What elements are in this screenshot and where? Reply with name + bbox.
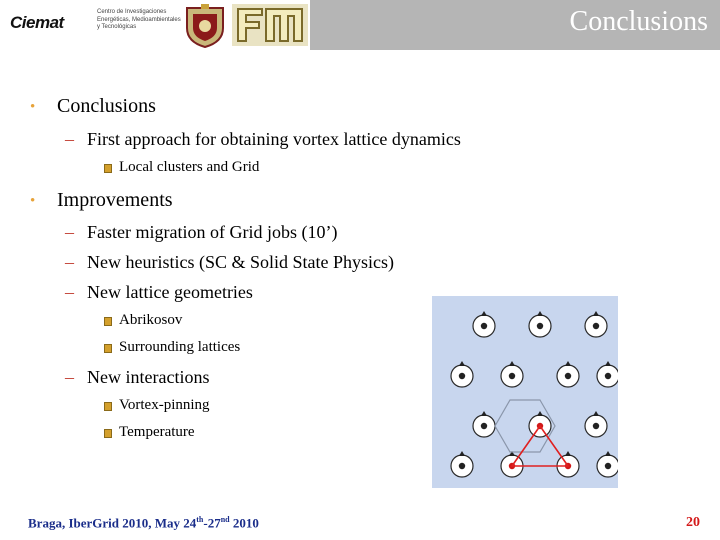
vortex-core — [593, 323, 599, 329]
header-bar — [0, 0, 720, 50]
vortex-core — [605, 463, 611, 469]
section-heading: Conclusions — [57, 95, 156, 117]
vortex-core — [605, 373, 611, 379]
footer-citation: Braga, IberGrid 2010, May 24th-27nd 2010 — [28, 515, 259, 531]
logo-area — [0, 0, 310, 50]
square-bullet-icon — [104, 344, 112, 353]
fm-logo — [232, 4, 308, 46]
university-crest-icon — [183, 2, 227, 48]
vortex-core — [459, 373, 465, 379]
vortex-core — [537, 323, 543, 329]
dash-icon: – — [65, 129, 74, 149]
bullet-icon: • — [30, 193, 36, 209]
vortex-core — [481, 423, 487, 429]
page-title: Conclusions — [569, 6, 708, 37]
dash-icon: – — [65, 282, 74, 302]
dash-icon: – — [65, 252, 74, 272]
vortex-core — [481, 323, 487, 329]
dash-icon: – — [65, 222, 74, 242]
page-number: 20 — [686, 515, 700, 530]
dash-icon: – — [65, 367, 74, 387]
square-bullet-icon — [104, 164, 112, 173]
ciemat-logo: Ciemat — [10, 13, 64, 32]
vortex-core — [565, 373, 571, 379]
vortex-core — [509, 373, 515, 379]
bullet-icon: • — [30, 99, 36, 115]
section-heading: Improvements — [57, 189, 173, 211]
ciemat-subtitle: Centro de Investigaciones Energéticas, Medioambientales y Tecnológicas — [97, 9, 181, 30]
square-bullet-icon — [104, 402, 112, 411]
square-bullet-icon — [104, 317, 112, 326]
vortex-core — [593, 423, 599, 429]
square-bullet-icon — [104, 429, 112, 438]
vortex-core — [459, 463, 465, 469]
vortex-lattice-figure — [432, 296, 618, 488]
